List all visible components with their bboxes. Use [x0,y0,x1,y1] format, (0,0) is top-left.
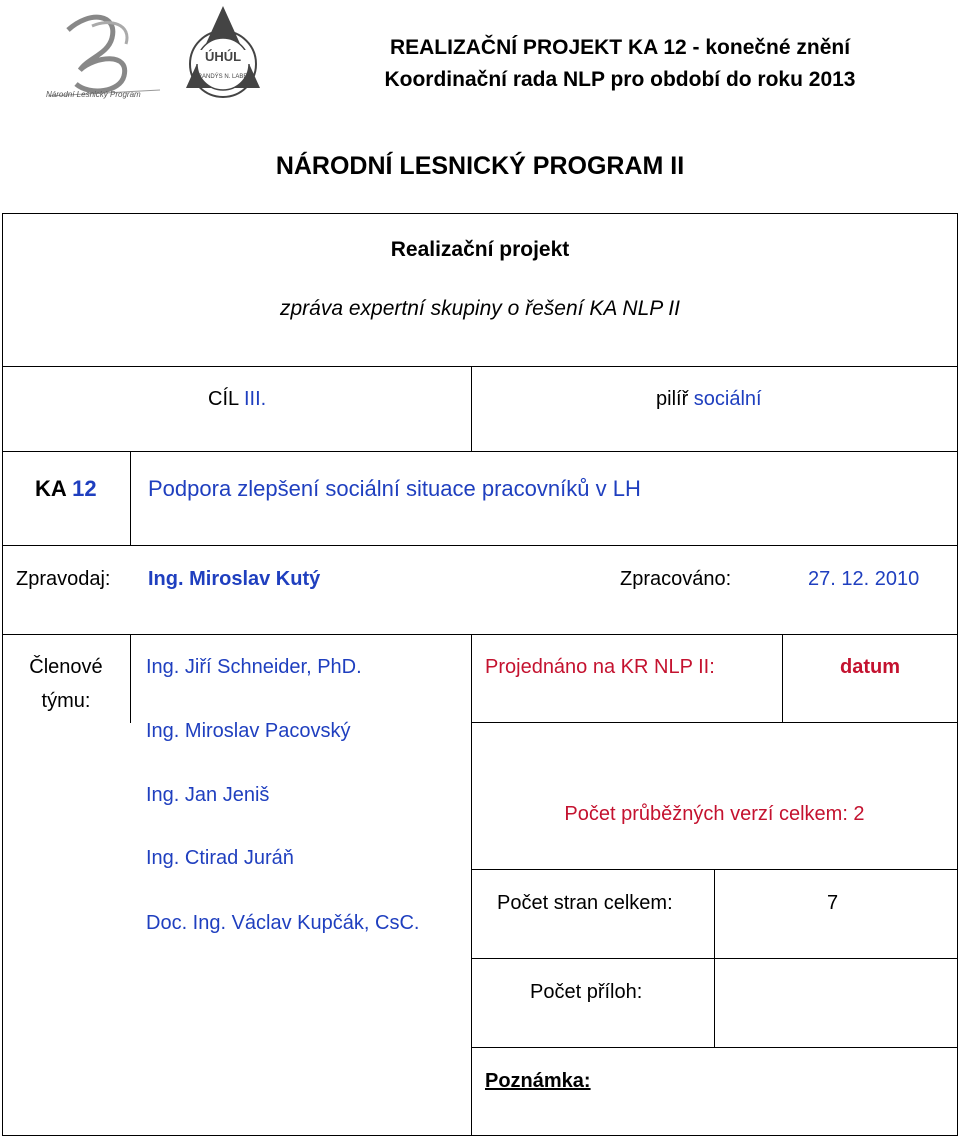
header-line2: Koordinační rada NLP pro období do roku 2013 [384,68,856,91]
team-member: Ing. Ctirad Juráň [146,847,294,869]
nlp-logo-text: Národní Lesnický Program [46,90,141,99]
reporter-label: Zpravodaj: [16,568,111,590]
ka-number: 12 [72,476,97,501]
team-member: Doc. Ing. Václav Kupčák, CsC. [146,912,420,934]
processed-label: Zpracováno: [620,568,732,590]
pages-value: 7 [827,892,839,914]
ka-field [35,476,97,502]
reporter-name: Ing. Miroslav Kutý [148,568,321,590]
processed-date: 27. 12. 2010 [808,568,920,590]
team-label-line1: Členové [29,656,103,678]
team-member: Ing. Miroslav Pacovský [146,720,351,742]
versions-count: Počet průběžných verzí celkem: 2 [564,803,865,825]
page-title: NÁRODNÍ LESNICKÝ PROGRAM II [275,152,685,180]
uhul-logo-subtext: BRANDÝS N. LABEM [193,74,253,80]
goal-value: III. [243,388,267,410]
ka-name: Podpora zlepšení sociální situace pracovníků v LH [148,476,641,501]
uhul-logo [182,2,264,110]
project-heading: Realizační projekt [390,238,570,261]
ka-label: KA [35,476,66,501]
discussed-value: datum [840,656,900,678]
pillar-label: pilíř [656,388,689,410]
team-member: Ing. Jiří Schneider, PhD. [146,656,362,678]
attachments-label: Počet příloh: [530,981,643,1003]
header-line1: REALIZAČNÍ PROJEKT KA 12 - konečné znění [389,36,851,59]
note-label: Poznámka: [485,1070,591,1092]
pillar-field [656,387,762,411]
team-label-line2: týmu: [41,690,91,712]
pillar-value: sociální [693,388,762,410]
uhul-logo-text: ÚHÚL [204,49,242,64]
goal-field [208,387,266,411]
team-member: Ing. Jan Jeniš [146,784,270,806]
nlp-logo [40,8,165,103]
goal-label: CÍL [208,388,239,410]
pages-label: Počet stran celkem: [497,892,673,914]
project-subheading: zpráva expertní skupiny o řešení KA NLP II [280,297,680,320]
discussed-label: Projednáno na KR NLP II: [485,656,715,678]
